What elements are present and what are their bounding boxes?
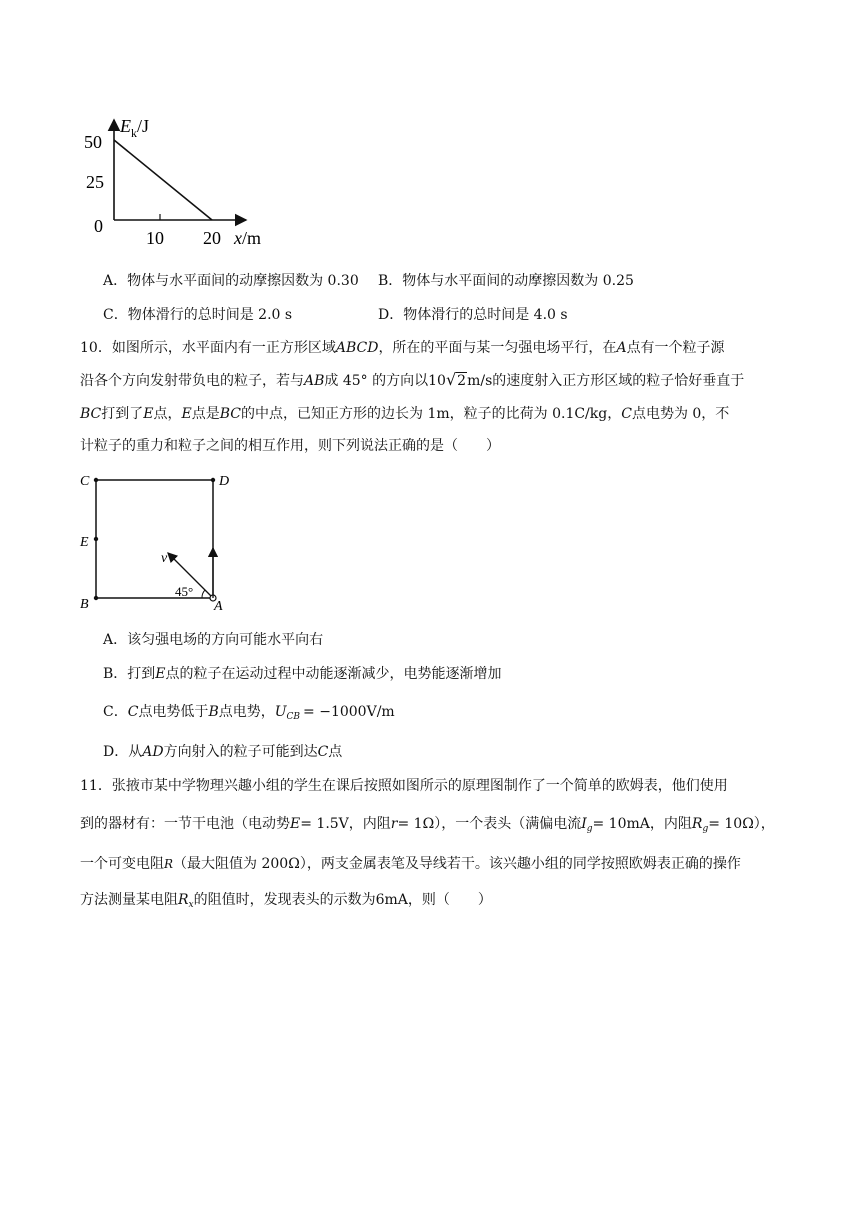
label-e: E <box>80 535 89 550</box>
label-v: v <box>161 551 168 566</box>
q9-option-c[interactable]: C．物体滑行的总时间是 2.0 s <box>103 307 293 323</box>
y-tick-25: 25 <box>86 172 104 192</box>
ek-data-line <box>114 140 212 220</box>
q11-stem-line-1: 11．张掖市某中学物理兴趣小组的学生在课后按照如图所示的原理图制作了一个简单的欧姆表，他们使用 <box>80 778 728 794</box>
q10-option-c[interactable]: C．C点电势低于B点电势，$U_{CB} = -1000V/m$ <box>103 704 395 722</box>
q10-option-a[interactable]: A．该匀强电场的方向可能水平向右 <box>103 632 324 648</box>
q10-option-b[interactable]: B．打到E点的粒子在运动过程中动能逐渐减少，电势能逐渐增加 <box>103 666 502 682</box>
q11-stem-line-2: 到的器材有：一节干电池（电动势E= 1.5V，内阻r= 1Ω），一个表头（满偏电流$I_g= 10mA$，内阻$R_g= 10\Omega$）， <box>80 816 775 834</box>
q11-stem-line-3: 一个可变电阻R（最大阻值为 200Ω），两支金属表笔及导线若干。该兴趣小组的同学按照欧姆表正确的操作 <box>80 856 741 872</box>
q10-option-d[interactable]: D．从AD方向射入的粒子可能到达C点 <box>103 744 343 760</box>
point-c-dot <box>94 478 98 482</box>
angle-arc <box>202 590 205 598</box>
label-a: A <box>214 599 223 614</box>
ek-x-chart <box>80 108 280 250</box>
label-d: D <box>219 474 230 489</box>
x-tick-label-20: 20 <box>203 228 221 248</box>
x-tick-label-10: 10 <box>146 228 164 248</box>
square-field-diagram <box>76 466 256 616</box>
label-angle: 45° <box>175 584 194 599</box>
speed-expression: 10√2m/s <box>428 370 493 389</box>
label-c: C <box>80 474 90 489</box>
q10-stem-line-1: 10．如图所示，水平面内有一正方形区域ABCD，所在的平面与某一匀强电场平行，在A点有一个粒子源 <box>80 340 725 356</box>
y-tick-50: 50 <box>84 132 102 152</box>
label-b: B <box>80 597 89 612</box>
q11-stem-line-4: 方法测量某电阻$R_x$的阻值时，发现表头的示数为6mA，则（ ） <box>80 892 492 910</box>
q10-stem-line-4: 计粒子的重力和粒子之间的相互作用，则下列说法正确的是（ ） <box>80 438 500 454</box>
point-d-dot <box>211 478 215 482</box>
point-b-dot <box>94 596 98 600</box>
q10-stem-line-2: 沿各个方向发射带负电的粒子，若与AB成 45° 的方向以10√2m/s的速度射入正方形区域的粒子恰好垂直于 <box>80 370 745 389</box>
q10-stem-line-3: BC打到了E点，E点是BC的中点，已知正方形的边长为 1m，粒子的比荷为 0.1C/kg，C点电势为 0，不 <box>80 406 730 422</box>
q9-option-d[interactable]: D．物体滑行的总时间是 4.0 s <box>378 307 568 323</box>
q9-option-b[interactable]: B．物体与水平面间的动摩擦因数为 0.25 <box>378 273 634 289</box>
q9-option-a[interactable]: A．物体与水平面间的动摩擦因数为 0.30 <box>103 273 359 289</box>
point-e-dot <box>94 537 98 541</box>
x-axis-label: x/m <box>234 228 262 248</box>
y-tick-0: 0 <box>94 216 103 236</box>
y-axis-label: $E_k/J$ <box>120 116 150 140</box>
